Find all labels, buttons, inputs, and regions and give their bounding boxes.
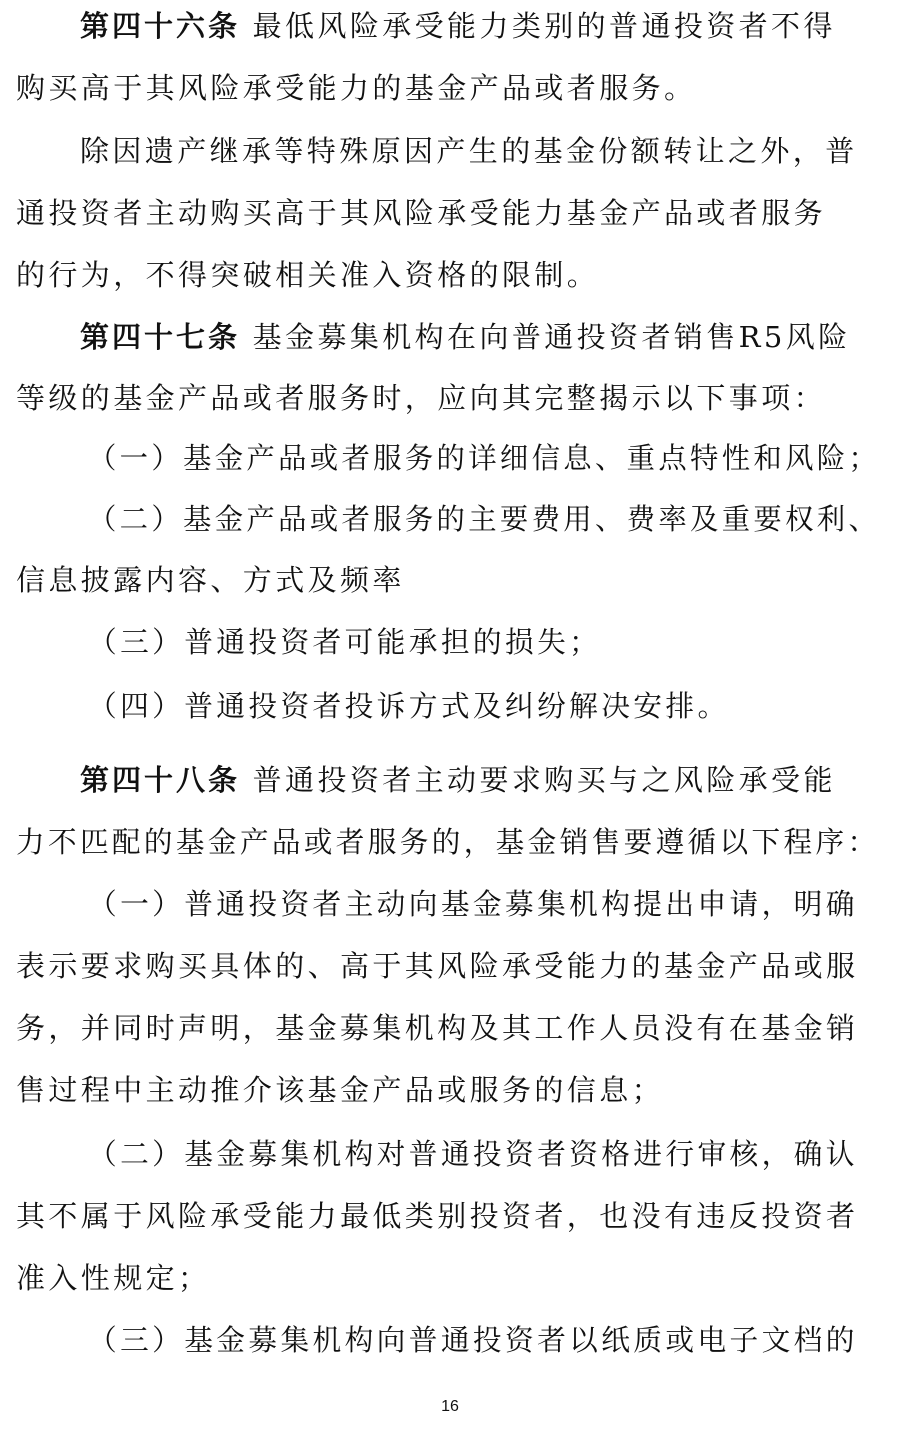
paragraph-line: 购买高于其风险承受能力的基金产品或者服务。 (16, 71, 697, 105)
paragraph-line: 其不属于风险承受能力最低类别投资者，也没有违反投资者 (16, 1199, 859, 1233)
list-item: （一）普通投资者主动向基金募集机构提出申请，明确 (88, 887, 858, 921)
paragraph-line: 的行为，不得突破相关准入资格的限制。 (16, 258, 600, 292)
page-number: 16 (441, 1398, 459, 1415)
paragraph-line: 通投资者主动购买高于其风险承受能力基金产品或者服务 (16, 196, 827, 230)
line-text: 最低风险承受能力类别的普通投资者不得 (252, 9, 836, 43)
list-item: （二）基金产品或者服务的主要费用、费率及重要权利、 (88, 502, 881, 536)
article-heading: 第四十七条 (80, 320, 241, 354)
paragraph-line: 信息披露内容、方式及频率 (16, 563, 405, 597)
paragraph-line: 除因遗产继承等特殊原因产生的基金份额转让之外，普 (80, 134, 858, 168)
paragraph-line (80, 317, 880, 357)
list-item: （一）基金产品或者服务的详细信息、重点特性和风险； (88, 441, 881, 475)
line-text: 普通投资者主动要求购买与之风险承受能 (252, 763, 836, 797)
paragraph-line: 表示要求购买具体的、高于其风险承受能力的基金产品或服 (16, 949, 859, 983)
paragraph-line: 准入性规定； (16, 1261, 211, 1295)
list-item: （二）基金募集机构对普通投资者资格进行审核，确认 (88, 1137, 858, 1171)
list-item: （三）普通投资者可能承担的损失； (88, 625, 602, 659)
paragraph-line: 务，并同时声明，基金募集机构及其工作人员没有在基金销 (16, 1011, 859, 1045)
paragraph-line (80, 6, 880, 46)
paragraph-line: 力不匹配的基金产品或者服务的，基金销售要遵循以下程序： (16, 825, 880, 859)
paragraph-line: 等级的基金产品或者服务时，应向其完整揭示以下事项： (16, 381, 827, 415)
paragraph-line: 售过程中主动推介该基金产品或服务的信息； (16, 1073, 665, 1107)
article-heading: 第四十六条 (80, 9, 241, 43)
paragraph-line (80, 760, 880, 800)
list-item: （三）基金募集机构向普通投资者以纸质或电子文档的 (88, 1323, 858, 1357)
list-item: （四）普通投资者投诉方式及纠纷解决安排。 (88, 689, 730, 723)
article-heading: 第四十八条 (80, 763, 241, 797)
line-text: 基金募集机构在向普通投资者销售R5风险 (252, 320, 851, 354)
